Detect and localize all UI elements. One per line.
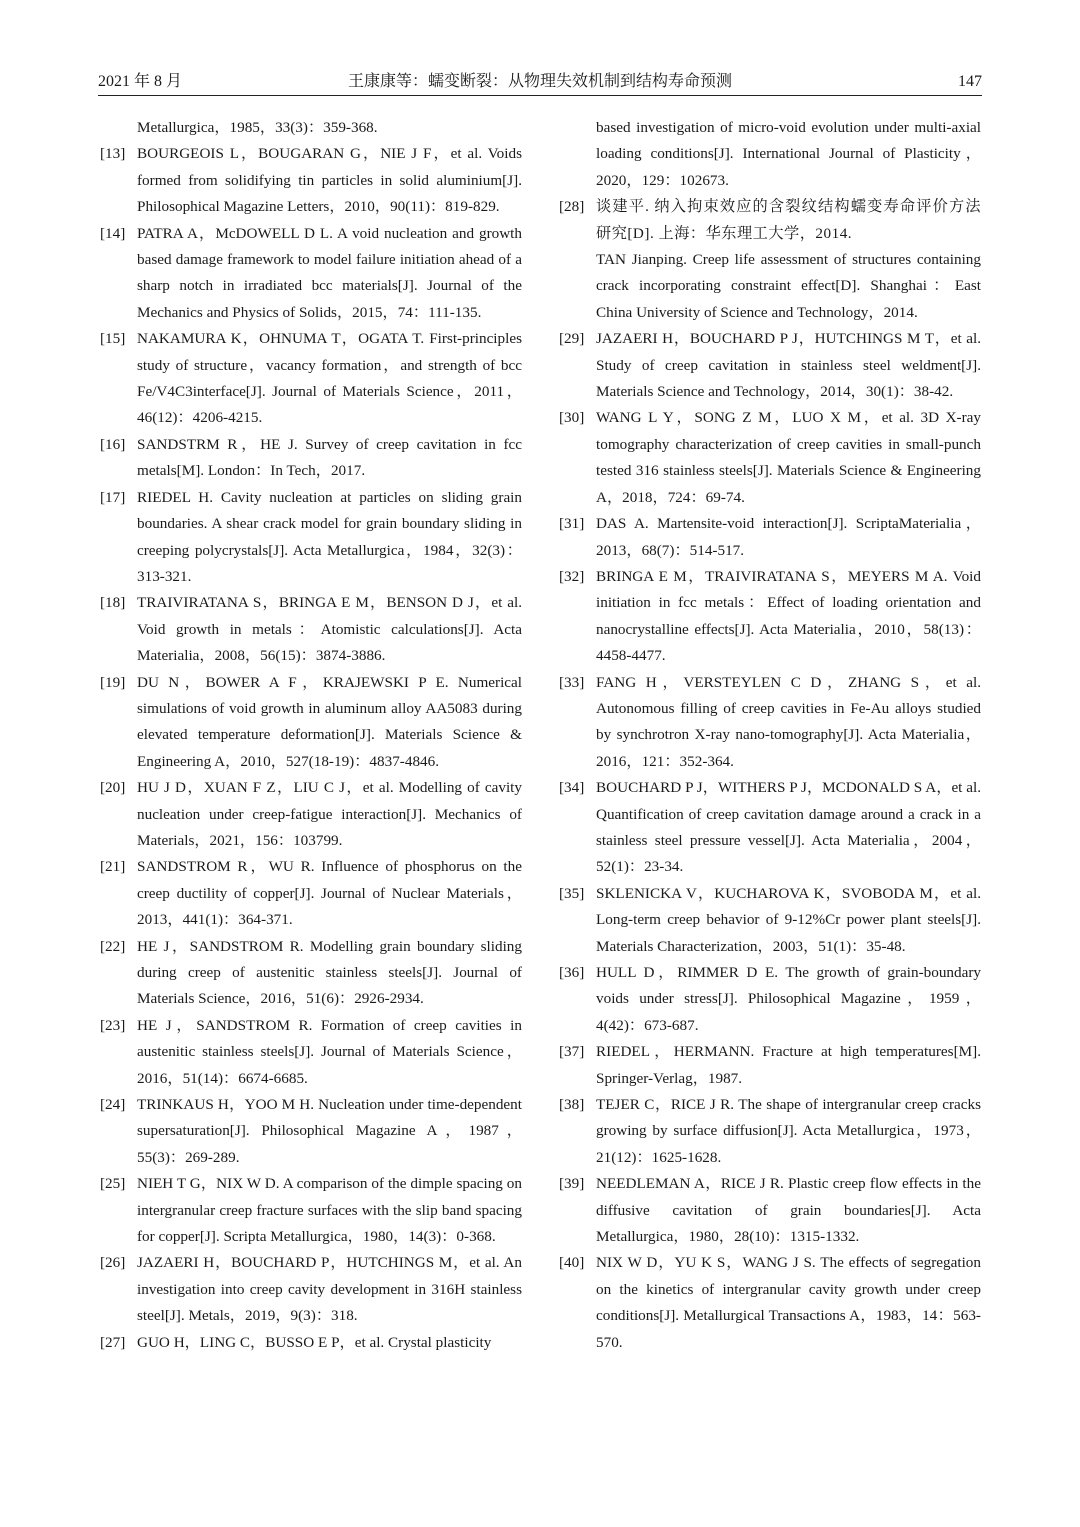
reference-text: SANDSTRM R，HE J. Survey of creep cavitation in fcc metals[M]. London：In Tech，2017. <box>137 435 522 480</box>
reference-number: [28] <box>559 198 585 216</box>
reference-text: HU J D，XUAN F Z，LIU C J，et al. Modelling of cavity nucleation under creep-fatigue interaction[J]. Mechanics of Materials，2021，156：103799. <box>137 779 522 849</box>
reference-text: RIEDEL，HERMANN. Fracture at high temperatures[M]. Springer-Verlag，1987. <box>596 1043 981 1087</box>
reference-text: GUO H，LING C，BUSSO E P，et al. Crystal plasticity <box>137 1333 492 1351</box>
reference-number: [22] <box>100 937 126 955</box>
header-rule <box>98 95 982 96</box>
reference-number: [34] <box>559 779 585 797</box>
reference-text: RIEDEL H. Cavity nucleation at particles on sliding grain boundaries. A shear crack model for grain boundary sliding in creeping polycrystals[J]. Acta Metallurgica，1984，32(3)：313-321. <box>137 488 522 585</box>
reference-entry <box>559 1171 981 1250</box>
reference-number: [31] <box>559 515 585 533</box>
reference-text: DAS A. Martensite-void interaction[J]. ScriptaMaterialia，2013，68(7)：514-517. <box>596 515 981 559</box>
reference-text: NIEH T G，NIX W D. A comparison of the dimple spacing on intergranular creep fracture surfaces with the slip band spacing for copper[J]. Scripta Metallurgica，1980，14(3)：0-368. <box>137 1175 522 1246</box>
reference-entry <box>100 670 522 776</box>
reference-text: HE J，SANDSTROM R. Formation of creep cavities in austenitic stainless steels[J]. Journal of Materials Science，2016，51(14)：6674-6685. <box>137 1016 522 1087</box>
reference-entry <box>100 141 522 220</box>
reference-number: [39] <box>559 1175 585 1193</box>
reference-number: [14] <box>100 224 126 242</box>
reference-entry <box>100 590 522 669</box>
reference-number: [16] <box>100 435 126 453</box>
reference-text: NEEDLEMAN A，RICE J R. Plastic creep flow effects in the diffusive cavitation of grain boundaries[J]. Acta Metallurgica，1980，28(10)：1315-1332. <box>596 1175 981 1246</box>
left-reference-column <box>100 115 522 1356</box>
reference-text: Metallurgica，1985，33(3)：359-368. <box>137 119 378 136</box>
reference-number: [35] <box>559 884 585 902</box>
reference-number: [18] <box>100 594 126 612</box>
reference-text: DU N，BOWER A F，KRAJEWSKI P E. Numerical simulations of void growth in aluminum alloy AA5083 during elevated temperature deformation[J]. Materials Science & Engineering A，2010，527(18-19)：4837-4846. <box>137 673 522 770</box>
reference-text: BOURGEOIS L，BOUGARAN G，NIE J F，et al. Voids formed from solidifying tin particles in solid aluminium[J]. Philosophical Magazine Letters，2010，90(11)：819-829. <box>137 145 522 216</box>
reference-entry <box>100 485 522 591</box>
reference-number: [36] <box>559 964 585 981</box>
reference-entry <box>559 1250 981 1356</box>
reference-entry <box>559 670 981 776</box>
reference-entry <box>559 194 981 247</box>
reference-number: [26] <box>100 1254 126 1272</box>
reference-number: [29] <box>559 330 585 348</box>
reference-entry <box>100 115 522 141</box>
reference-entry <box>100 934 522 1013</box>
reference-entry <box>100 1250 522 1329</box>
reference-entry <box>100 1171 522 1250</box>
header-title: 王康康等：蠕变断裂：从物理失效机制到结构寿命预测 <box>347 73 732 90</box>
reference-entry <box>559 564 981 670</box>
reference-entry <box>559 247 981 326</box>
reference-entry <box>100 326 522 432</box>
reference-number: [23] <box>100 1016 126 1034</box>
reference-text: NIX W D，YU K S，WANG J S. The effects of segregation on the kinetics of intergranular cavity growth under creep conditions[J]. Metallurgical Transactions A，1983，14：563-570. <box>596 1254 981 1351</box>
reference-entry <box>559 405 981 511</box>
reference-entry <box>100 1330 522 1356</box>
reference-number: [25] <box>100 1175 126 1193</box>
reference-text: JAZAERI H，BOUCHARD P，HUTCHINGS M，et al. An investigation into creep cavity development in 316H stainless steel[J]. Metals，2019，9(3)：318. <box>137 1254 522 1325</box>
reference-text: SKLENICKA V，KUCHAROVA K，SVOBODA M，et al. Long-term creep behavior of 9-12%Cr power plant steels[J]. Materials Characterization，2003，51(1)：35-48. <box>596 884 981 955</box>
reference-entry <box>559 326 981 405</box>
reference-text: 谈建平. 纳入拘束效应的含裂纹结构蠕变寿命评价方法研究[D]. 上海：华东理工大学，2014. <box>596 198 981 242</box>
reference-text: TRAIVIRATANA S，BRINGA E M，BENSON D J，et al. Void growth in metals：Atomistic calculations[J]. Acta Materialia，2008，56(15)：3874-3886. <box>137 594 522 665</box>
reference-text: HULL D，RIMMER D E. The growth of grain-boundary voids under stress[J]. Philosophical Magazine，1959，4(42)：673-687. <box>596 964 981 1034</box>
reference-entry <box>100 1092 522 1171</box>
reference-entry <box>100 221 522 327</box>
reference-number: [30] <box>559 409 585 427</box>
reference-text: NAKAMURA K，OHNUMA T，OGATA T. First-principles study of structure，vacancy formation，and strength of bcc Fe/V4C3interface[J]. Journal of Materials Science，2011，46(12)：4206-4215. <box>137 330 522 427</box>
reference-entry <box>100 854 522 933</box>
reference-number: [33] <box>559 673 585 691</box>
running-header <box>98 70 982 94</box>
reference-number: [19] <box>100 673 126 691</box>
reference-number: [15] <box>100 330 126 348</box>
reference-number: [27] <box>100 1333 126 1351</box>
reference-number: [32] <box>559 567 585 585</box>
header-date: 2021 年 8 月 <box>98 73 183 90</box>
reference-number: [20] <box>100 779 126 797</box>
reference-text: PATRA A，McDOWELL D L. A void nucleation and growth based damage framework to model failure initiation ahead of a sharp notch in irradiated bcc materials[J]. Journal of the Mechanics and Physics of Solids，2015，74：111-135. <box>137 224 522 321</box>
reference-text: WANG L Y，SONG Z M，LUO X M，et al. 3D X-ray tomography characterization of creep cavities in small-punch tested 316 stainless steels[J]. Materials Science & Engineering A，2018，724：69-74. <box>596 409 981 506</box>
header-page-number: 147 <box>958 73 982 90</box>
reference-text: TRINKAUS H，YOO M H. Nucleation under time-dependent supersaturation[J]. Philosophical Magazine A，1987，55(3)：269-289. <box>137 1096 522 1166</box>
reference-entry <box>100 432 522 485</box>
reference-entry <box>559 511 981 564</box>
reference-text: FANG H，VERSTEYLEN C D，ZHANG S，et al. Autonomous filling of creep cavities in Fe-Au alloys studied by synchrotron X-ray nano-tomography[J]. Acta Materialia，2016，121：352-364. <box>596 673 981 770</box>
reference-text: BOUCHARD P J，WITHERS P J，MCDONALD S A，et al. Quantification of creep cavitation damage around a crack in a stainless steel pressure vessel[J]. Acta Materialia，2004，52(1)：23-34. <box>596 779 981 876</box>
reference-entry <box>559 960 981 1039</box>
reference-number: [21] <box>100 858 126 876</box>
reference-entry <box>559 1039 981 1092</box>
reference-entry <box>559 775 981 881</box>
reference-entry <box>100 775 522 854</box>
reference-number: [40] <box>559 1254 585 1272</box>
reference-entry <box>559 881 981 960</box>
right-reference-column <box>559 115 981 1356</box>
reference-number: [38] <box>559 1096 585 1114</box>
reference-text: TEJER C，RICE J R. The shape of intergranular creep cracks growing by surface diffusion[J]. Acta Metallurgica，1973，21(12)：1625-1628. <box>596 1096 981 1166</box>
reference-number: [13] <box>100 145 126 163</box>
reference-entry <box>100 1013 522 1092</box>
reference-text: TAN Jianping. Creep life assessment of structures containing crack incorporating constraint effect[D]. Shanghai：East China University of Science and Technology，2014. <box>596 251 981 321</box>
reference-entry <box>559 115 981 194</box>
reference-text: based investigation of micro-void evolution under multi-axial loading conditions[J]. International Journal of Plasticity，2020，129：102673. <box>596 119 981 189</box>
reference-text: SANDSTROM R，WU R. Influence of phosphorus on the creep ductility of copper[J]. Journal of Nuclear Materials，2013，441(1)：364-371. <box>137 858 522 929</box>
reference-text: BRINGA E M，TRAIVIRATANA S，MEYERS M A. Void initiation in fcc metals：Effect of loading orientation and nanocrystalline effects[J]. Acta Materialia，2010，58(13)：4458-4477. <box>596 567 981 665</box>
reference-number: [24] <box>100 1096 126 1114</box>
reference-number: [17] <box>100 488 126 506</box>
reference-text: HE J，SANDSTROM R. Modelling grain boundary sliding during creep of austenitic stainless steels[J]. Journal of Materials Science，2016，51(6)：2926-2934. <box>137 937 522 1008</box>
reference-entry <box>559 1092 981 1171</box>
reference-text: JAZAERI H，BOUCHARD P J，HUTCHINGS M T，et al. Study of creep cavitation in stainless steel weldment[J]. Materials Science and Technology，2014，30(1)：38-42. <box>596 330 981 401</box>
reference-number: [37] <box>559 1043 585 1061</box>
